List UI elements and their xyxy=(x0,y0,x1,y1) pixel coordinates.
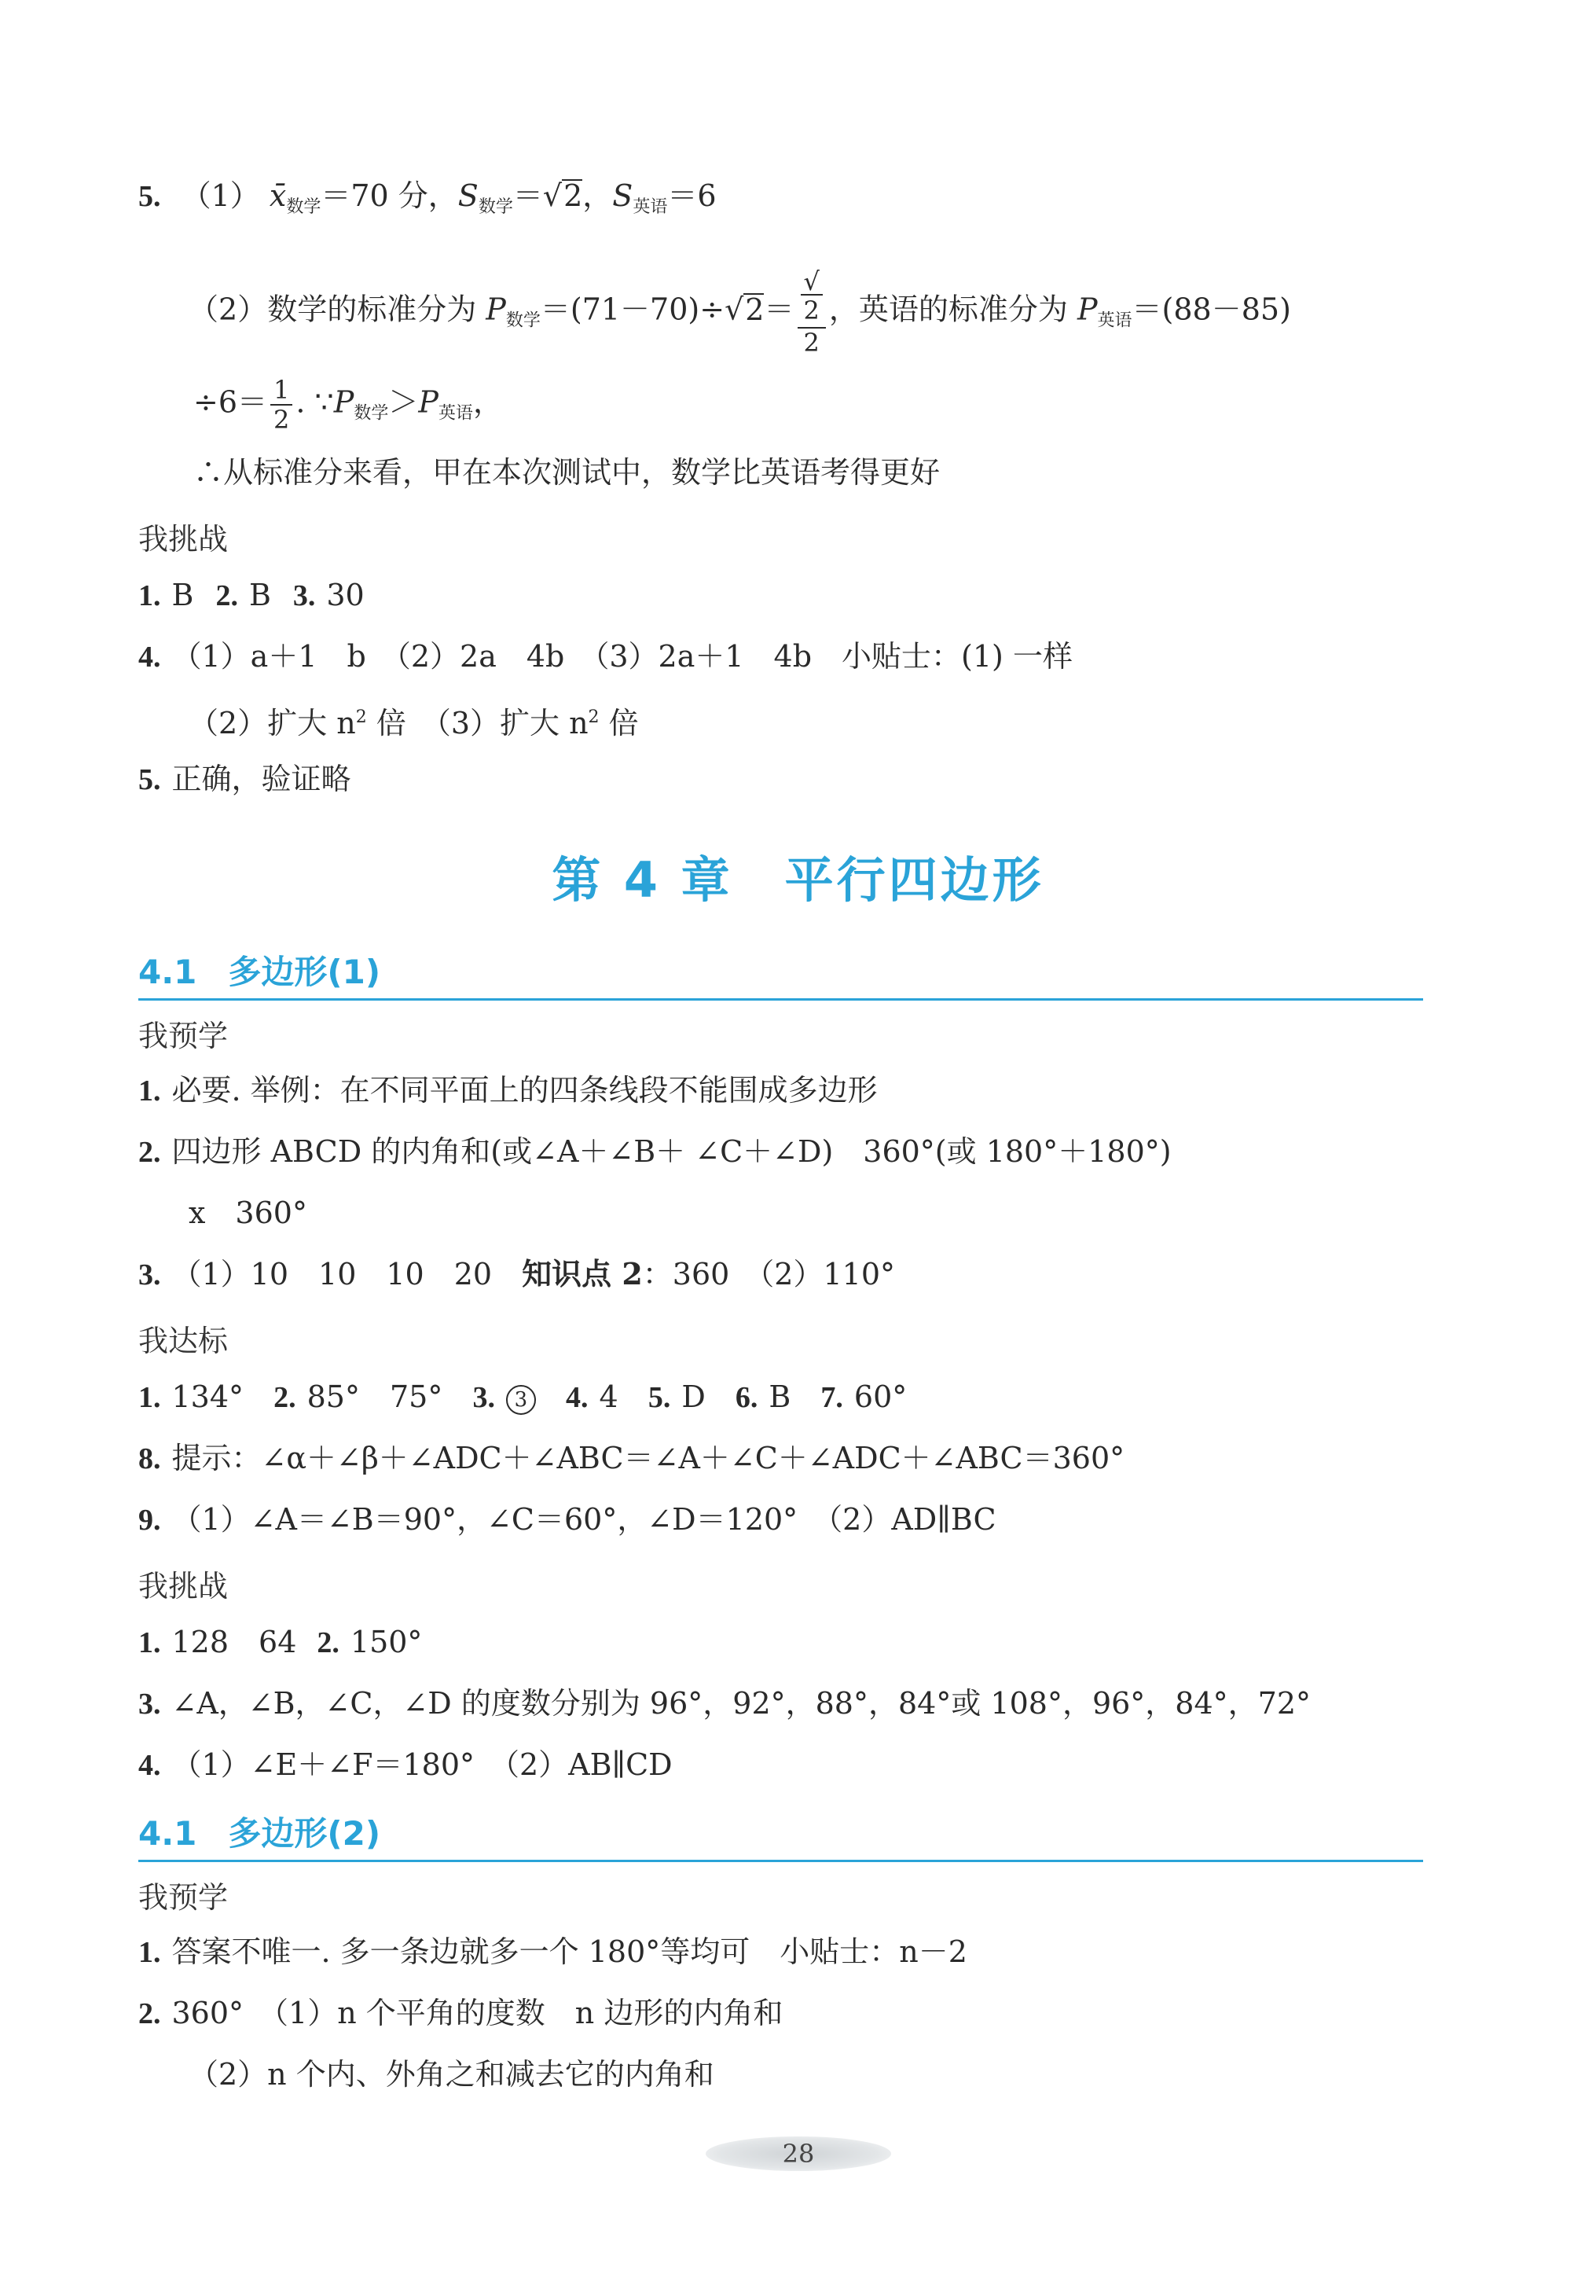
preview2-answer-1: 1. 答案不唯一. 多一条边就多一个 180°等均可 小贴士：n－2 xyxy=(138,1934,967,1969)
circled-3: 3 xyxy=(506,1385,536,1415)
problem-5-conclusion: ∴从标准分来看，甲在本次测试中，数学比英语考得更好 xyxy=(193,455,941,490)
reach-answers-1-7: 1. 134° 2. 85° 75° 3. 3 4. 4 5. D 6. B 7. 60° xyxy=(138,1379,908,1414)
challenge-answer-5: 5. 正确，验证略 xyxy=(138,762,351,796)
preview-answer-2: 2. 四边形 ABCD 的内角和(或∠A＋∠B＋ ∠C＋∠D) 360°(或 180°＋180°) xyxy=(138,1134,1172,1169)
problem-5-part-2-line-2: ÷6＝ $\frac{1}{2}$ . $\because P_{数学}>P_{英语}$， xyxy=(193,375,503,435)
reach-answer-9: 9. （1）∠A＝∠B＝90°，∠C＝60°，∠D＝120° （2）AD∥BC xyxy=(138,1502,996,1537)
problem-5-part-2-line-1: （2）数学的标准分为 $P_{数学}=(71-70)\div√2=$ √ 2 2 ，英语的标准分为 $P_{英语}=(88-85)$ xyxy=(189,266,1291,358)
section-heading-challenge: 我挑战 xyxy=(138,522,229,557)
section-title-4-1-part-1: 4.1 多边形(1) xyxy=(138,946,1423,1001)
preview-answer-1: 1. 必要. 举例：在不同平面上的四条线段不能围成多边形 xyxy=(138,1073,878,1108)
challenge2-answer-3: 3. ∠A，∠B，∠C，∠D 的度数分别为 96°，92°，88°，84°或 108°，96°，84°，72° xyxy=(138,1686,1312,1721)
page-number: 28 xyxy=(706,2136,891,2171)
preview-answer-3: 3. （1）10 10 10 20 知识点 2：360 （2）110° xyxy=(138,1256,896,1291)
challenge2-answers-1-2: 1. 128 64 2. 150° xyxy=(138,1625,423,1659)
section-heading-preview-2: 我预学 xyxy=(138,1880,229,1915)
preview2-answer-2-continued: （2）n 个内、外角之和减去它的内角和 xyxy=(189,2057,714,2092)
challenge-answer-4-line-2: （2）扩大 $n^2$ 倍 （3）扩大 $n^2$ 倍 xyxy=(189,706,639,740)
preview2-answer-2: 2. 360° （1）n 个平角的度数 n 边形的内角和 xyxy=(138,1996,783,2030)
problem-5-part-1: 5. （1） $x̄_{数学}=70$ 分，$S_{数学}=√2$，$S_{英语}=6$ xyxy=(138,178,717,217)
chapter-title: 第 4 章 平行四边形 xyxy=(552,851,1044,909)
fraction-1-over-2: $\frac{1}{2}$ xyxy=(270,377,292,432)
section-heading-preview: 我预学 xyxy=(138,1019,229,1053)
fraction-sqrt2-over-2: √ 2 2 xyxy=(798,269,826,355)
section-title-4-1-part-2: 4.1 多边形(2) xyxy=(138,1808,1423,1862)
challenge-answer-4-line-1: 4. （1）a＋1 b （2）2a 4b （3）2a＋1 4b 小贴士：(1) 一样 xyxy=(138,639,1073,674)
section-heading-challenge-2: 我挑战 xyxy=(138,1569,229,1604)
challenge2-answer-4: 4. （1）∠E＋∠F＝180° （2）AB∥CD xyxy=(138,1747,673,1782)
section-heading-reach-standard: 我达标 xyxy=(138,1324,229,1358)
challenge-answers-1-3: 1. B 2. B 3. 30 xyxy=(138,578,365,612)
reach-answer-8: 8. 提示：∠α＋∠β＋∠ADC＋∠ABC＝∠A＋∠C＋∠ADC＋∠ABC＝360° xyxy=(138,1441,1125,1475)
preview-answer-2-continued: x 360° xyxy=(189,1196,307,1230)
